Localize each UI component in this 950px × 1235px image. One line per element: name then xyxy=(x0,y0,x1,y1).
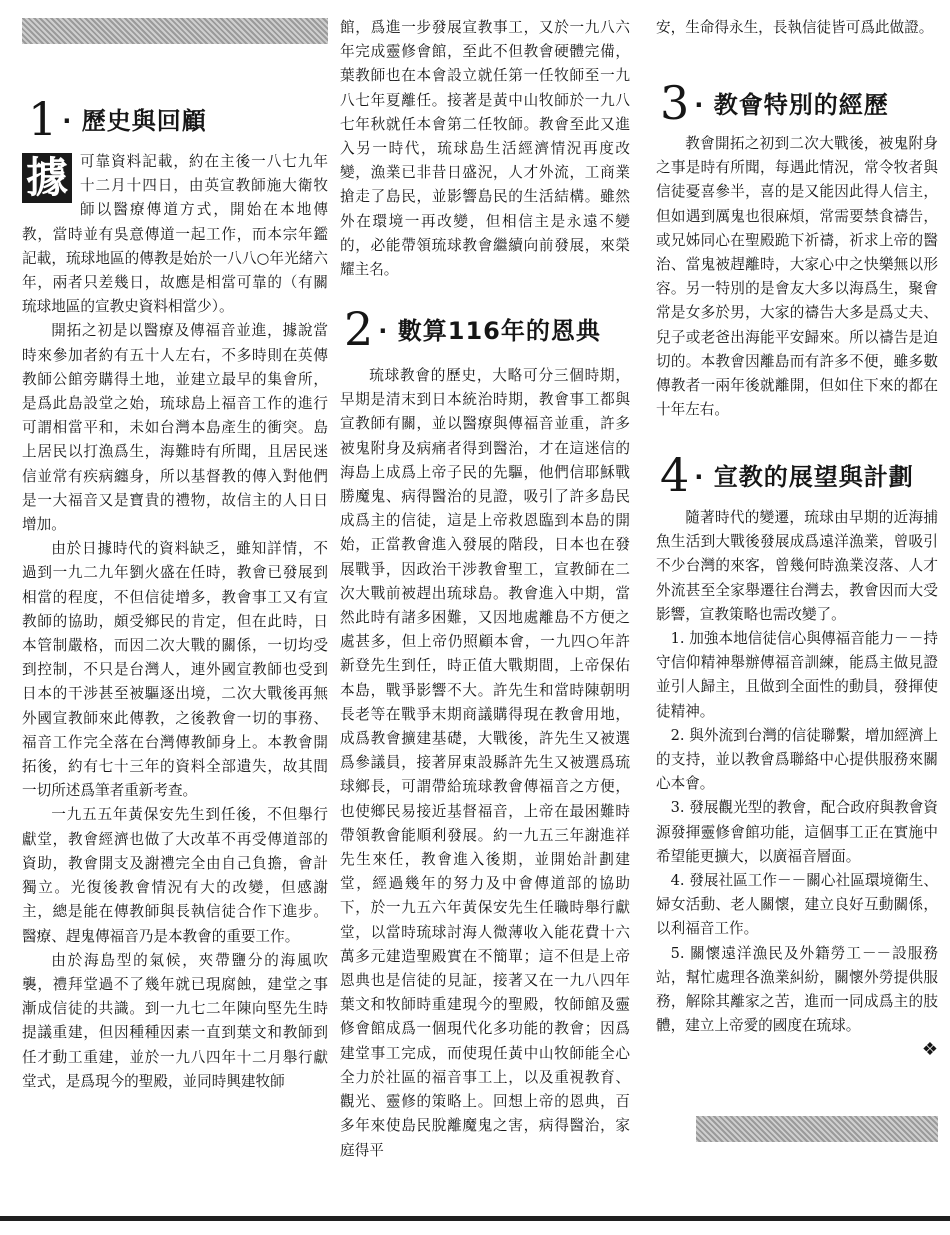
section-2-title: · 數算116年的恩典 xyxy=(378,317,601,345)
section-4-list-item: 3. 發展觀光型的教會，配合政府與教會資源發揮靈修會館功能，這個事工正在實施中希望能更擴大，以廣福音層面。 xyxy=(656,799,938,865)
decorative-footer-band xyxy=(696,1116,938,1142)
section-4-number: 4 xyxy=(660,448,691,502)
section-4-heading xyxy=(660,448,914,503)
continued-paragraph: 安，生命得永生，長執信徒皆可爲此做證。 xyxy=(656,19,934,36)
section-4-body xyxy=(656,506,938,1063)
section-3-paragraph: 教會開拓之初到二次大戰後，被鬼附身之事是時有所聞，每遇此情況，常令牧者與信徒憂喜參半，喜的是又能因此得人信主，但如遇到厲鬼也很麻煩，常需要禁食禱告，或兄姊同心在聖殿跪下祈禱，祈求上帝的醫治、當鬼被趕離時，大家心中之快樂無以形容。另一特別的是會友大多以海爲生，聚會常是女多於男，大家的禱告大多是爲丈夫、兒子或老爸出海能平安歸來。所以禱告是迫切的。本教會因離島而有許多不便，雖多數傳教者一兩年後就離開，但如住下來的都在十年左右。 xyxy=(656,135,938,419)
section-3-number: 3 xyxy=(660,76,691,130)
section-1-continued xyxy=(340,16,630,282)
section-1-heading xyxy=(28,92,207,147)
section-1-paragraph: 開拓之初是以醫療及傳福音並進，據說當時來參加者約有五十人左右，不多時則在英傳教師公館旁購得土地，並建立最早的集會所，是爲此島設堂之始，琉球島上福音工作的進行可謂相當平和，未如台灣本島產生的衝突。島上居民以打漁爲生，海難時有所聞，且居民迷信並常有疾病纏身，所以基督教的傳入對他們是一大福音又是寶貴的禮物，故信主的人日日增加。 xyxy=(22,322,328,534)
section-4-list-item: 2. 與外流到台灣的信徒聯繫，增加經濟上的支持，並以教會爲聯絡中心提供服務來關心本會。 xyxy=(656,726,938,793)
section-2-continued xyxy=(656,16,938,40)
page-bottom-rule xyxy=(0,1216,950,1221)
section-4-intro: 隨著時代的變遷，琉球由早期的近海捕魚生活到大戰後發展成爲遠洋漁業，曾吸引不少台灣的來客，曾幾何時漁業沒落、人才外流甚至全家舉遷往台灣去，教會因而大受影響，宣教策略也需改變了。 xyxy=(656,509,938,623)
decorative-header-band xyxy=(22,18,328,44)
section-1-paragraph: 由於海島型的氣候，夾帶鹽分的海風吹襲，禮拜堂過不了幾年就已現腐蝕，建堂之事漸成信徒的共識。到一九七二年陳向堅先生時提議重建，但因種種因素一直到葉文和教師到任才動工重建，並於一九八四年十二月舉行獻堂式，是爲現今的聖殿，並同時興建牧師 xyxy=(22,951,328,1090)
section-4-list-item: 4. 發展社區工作－－關心社區環境衛生、婦女活動、老人關懷，建立良好互動關係，以利福音工作。 xyxy=(656,872,938,938)
section-1-paragraph: 一九五五年黃保安先生到任後，不但舉行獻堂，教會經濟也做了大改革不再受傳道部的資助，教會開支及謝禮完全由自己負擔，會計獨立。光復後教會情況有大的改變，但感謝主，總是能在傳教師與長執信徒合作下進步。醫療、趕鬼傳福音乃是本教會的重要工作。 xyxy=(22,806,328,945)
continued-paragraph: 館，爲進一步發展宣教事工，又於一九八六年完成靈修會館，至此不但教會硬體完備，葉教師也在本會設立就任第一任牧師至一九八七年夏離任。接著是黃中山牧師於一九八七年秋就任本會第二任牧師。教會至此又進入另一時代，琉球島生活經濟情況再度改變，漁業已非昔日盛況，人才外流，工商業搶走了島民，並影響島民的生活結構。雖然外在環境一再改變，但相信主是永遠不變的，必能帶領琉球教會繼續向前發展，來榮耀主名。 xyxy=(340,19,630,279)
section-2-paragraph: 琉球教會的歷史，大略可分三個時期，早期是清末到日本統治時期，教會事工都與宣教師有關，並以醫療與傳福音並重，許多被鬼附身及病痛者得到醫治，才在這迷信的海島上成爲上帝子民的先驅，他們信耶穌戰勝魔鬼、病得醫治的見證，吸引了許多島民成爲主的信徒，這是上帝救恩臨到本島的開始，正當教會進入發展的階段，日本也在發展戰爭，因政治干涉教會聖工，宣教師在二次大戰前被趕出琉球島。教會進入中期，當然此時有諸多困難，又因地處離島不方便之處甚多，但上帝仍照顧本會，一九四○年許新登先生到任，時正值大戰期間，上帝保佑本島，戰爭影響不大。許先生和當時陳朝明長老等在戰爭末期商議購得現在教會用地，成爲教會擴建基礎，大戰後，許先生又被選爲參議員，接著屏東設縣許先生又被選爲琉球鄉長，可謂帶給琉球教會傳福音之方便，也使鄉民易接近基督福音，上帝在最困難時帶領教會能順利發展。約一九五三年謝進祥先生來任，教會進入後期，並開始計劃建堂，經過幾年的努力及中會傳道部的協助下，於一九五六年黃保安先生任職時舉行獻堂，以當時琉球討海人微薄收入能花費十六萬多元建造聖殿實在不簡單；這不但是上帝恩典也是信徒的見証，接著又在一九八四年葉文和牧師時重建現今的聖殿，牧師館及靈修會館成爲一個現代化多功能的教會；因爲建堂事工完成，而使現任黃中山牧師能全心全力於社區的福音事工上，以及重視教育、觀光、靈修的策略上。回想上帝的恩典，百多年來使島民脫離魔鬼之害，病得醫治，家庭得平 xyxy=(340,367,630,1159)
section-3-heading xyxy=(660,76,889,131)
section-3-body xyxy=(656,132,938,422)
section-4-list-item: 5. 關懷遠洋漁民及外籍勞工－－設服務站，幫忙處理各漁業糾紛，關懷外勞提供服務，解除其離家之苦，進而一同成爲主的肢體，建立上帝愛的國度在琉球。 xyxy=(656,944,938,1035)
drop-cap: 據 xyxy=(22,153,72,203)
section-1-body xyxy=(22,150,328,1094)
section-2-number: 2 xyxy=(344,302,375,356)
section-4-list-item: 1. 加強本地信徒信心與傳福音能力－－持守信仰精神舉辦傳福音訓練，能爲主做見證並引人歸主，且做到全面性的動員，發揮使徒精神。 xyxy=(656,630,938,720)
section-1-p1-text: 可靠資料記載，約在主後一八七九年十二月十四日，由英宣教師施大衛牧師以醫療傳道方式，開始在本地傳教，當時並有吳意傳道一起工作，而本宗年鑑記載，琉球地區的傳教是始於一八八○年光緒六年，兩者只差幾日，故應是相當可靠的（有關琉球地區的宣教史資料相當少）。 xyxy=(22,153,328,316)
section-1-title: · 歷史與回顧 xyxy=(62,107,207,135)
section-2-heading xyxy=(344,302,601,357)
section-4-title: · 宣教的展望與計劃 xyxy=(694,463,914,491)
section-2-body xyxy=(340,364,630,1163)
section-1-paragraph xyxy=(22,150,328,319)
end-mark-icon: ❖ xyxy=(921,1039,938,1061)
section-1-paragraph: 由於日據時代的資料缺乏，雖知詳情，不過到一九二九年劉火盛在任時，教會已發展到相當的程度，不但信徒增多，教會事工又有宣教師的協助，頗受鄉民的肯定，但在此時，日本管制嚴格，而因二次大戰的關係，一切均受到控制，不只是台灣人，連外國宣教師也受到日本的干涉甚至被驅逐出境，二次大戰後再無外國宣教師來此傳教，之後教會一切的事務、福音工作完全落在台灣傳教師身上。本教會開拓後，約有七十三年的資料全部遺失，故其間一切所述爲筆者重新考查。 xyxy=(22,540,328,800)
section-3-title: · 教會特別的經歷 xyxy=(694,91,889,119)
section-1-number: 1 xyxy=(28,92,59,146)
